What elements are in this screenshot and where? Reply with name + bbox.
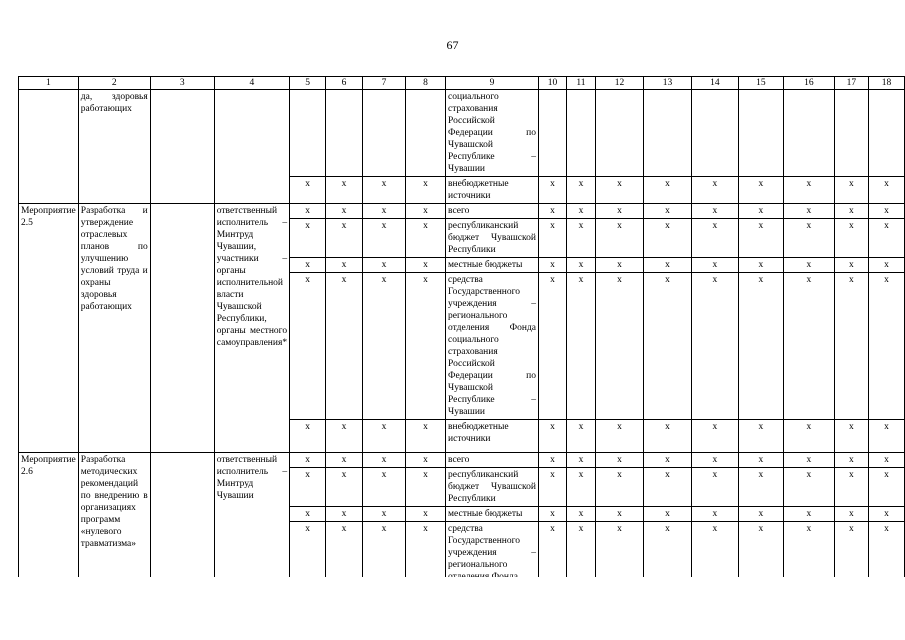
x-mark: x (834, 273, 868, 420)
x-mark: x (539, 177, 567, 204)
x-mark: x (691, 468, 738, 507)
x-mark: x (691, 177, 738, 204)
x-mark: x (691, 420, 738, 453)
x-mark: x (566, 522, 595, 585)
empty-cell (150, 90, 214, 204)
x-mark: x (595, 453, 643, 468)
x-mark: x (363, 522, 406, 585)
col-header: 14 (691, 77, 738, 90)
table-row (19, 204, 905, 219)
x-mark: x (363, 273, 406, 420)
x-mark: x (783, 507, 834, 522)
x-mark: x (595, 177, 643, 204)
x-mark: x (595, 204, 643, 219)
x-mark: x (566, 219, 595, 258)
x-mark: x (868, 204, 904, 219)
col-header: 11 (566, 77, 595, 90)
x-mark: x (290, 177, 326, 204)
x-mark: x (326, 468, 363, 507)
x-mark: x (738, 468, 783, 507)
x-mark: x (783, 420, 834, 453)
x-mark: x (539, 468, 567, 507)
x-mark: x (326, 522, 363, 585)
x-mark: x (595, 522, 643, 585)
x-mark: x (566, 453, 595, 468)
x-mark: x (406, 273, 446, 420)
x-mark: x (595, 258, 643, 273)
table-row (19, 90, 905, 177)
source-cell: местные бюджеты (446, 507, 539, 522)
x-mark: x (539, 258, 567, 273)
source-cell: всего (446, 453, 539, 468)
x-mark: x (643, 453, 691, 468)
x-mark: x (691, 219, 738, 258)
x-mark: x (738, 204, 783, 219)
x-mark: x (868, 273, 904, 420)
x-mark: x (326, 507, 363, 522)
x-mark: x (643, 204, 691, 219)
x-mark: x (406, 258, 446, 273)
x-mark: x (691, 204, 738, 219)
source-cell: внебюджетные источники (446, 177, 539, 204)
source-cell: средства Государственного учреждения – регионального (446, 522, 539, 585)
empty-cell (643, 90, 691, 177)
col-header: 10 (539, 77, 567, 90)
x-mark: x (363, 219, 406, 258)
empty-cell (539, 90, 567, 177)
x-mark: x (738, 522, 783, 585)
x-mark: x (290, 273, 326, 420)
x-mark: x (290, 453, 326, 468)
x-mark: x (691, 507, 738, 522)
x-mark: x (566, 507, 595, 522)
empty-cell (406, 90, 446, 177)
x-mark: x (566, 204, 595, 219)
x-mark: x (539, 507, 567, 522)
x-mark: x (363, 507, 406, 522)
empty-cell (150, 204, 214, 453)
x-mark: x (290, 204, 326, 219)
x-mark: x (868, 420, 904, 453)
x-mark: x (834, 177, 868, 204)
x-mark: x (539, 204, 567, 219)
x-mark: x (643, 468, 691, 507)
x-mark: x (738, 453, 783, 468)
x-mark: x (738, 420, 783, 453)
x-mark: x (834, 468, 868, 507)
x-mark: x (595, 219, 643, 258)
col-header: 6 (326, 77, 363, 90)
x-mark: x (566, 177, 595, 204)
x-mark: x (326, 273, 363, 420)
x-mark: x (834, 522, 868, 585)
source-cell: местные бюджеты (446, 258, 539, 273)
x-mark: x (595, 507, 643, 522)
x-mark: x (868, 219, 904, 258)
x-mark: x (406, 453, 446, 468)
x-mark: x (643, 420, 691, 453)
x-mark: x (868, 258, 904, 273)
x-mark: x (406, 522, 446, 585)
empty-cell (691, 90, 738, 177)
x-mark: x (738, 177, 783, 204)
activity-code: Мероприятие 2.5 (19, 204, 79, 453)
x-mark: x (691, 522, 738, 585)
x-mark: x (783, 273, 834, 420)
page-number: 67 (446, 38, 459, 52)
x-mark: x (643, 177, 691, 204)
x-mark: x (363, 453, 406, 468)
empty-cell (595, 90, 643, 177)
table-row (19, 453, 905, 468)
activity-name: Разработка методических рекомендаций по внедрению в организациях программ «нулевого травматизма» (78, 453, 150, 585)
col-header: 3 (150, 77, 214, 90)
x-mark: x (290, 522, 326, 585)
col-header: 5 (290, 77, 326, 90)
x-mark: x (290, 420, 326, 453)
source-cell: всего (446, 204, 539, 219)
x-mark: x (868, 177, 904, 204)
x-mark: x (363, 177, 406, 204)
x-mark: x (738, 219, 783, 258)
col-header: 1 (19, 77, 79, 90)
x-mark: x (783, 204, 834, 219)
source-cell: республиканский бюджет Чувашской Республики (446, 468, 539, 507)
code-cell (19, 90, 79, 204)
x-mark: x (834, 204, 868, 219)
empty-cell (868, 90, 904, 177)
x-mark: x (326, 219, 363, 258)
x-mark: x (363, 204, 406, 219)
source-cell: социального страхования Российской Федерации по Чувашской Республике – Чувашии (446, 90, 539, 177)
empty-cell (738, 90, 783, 177)
x-mark: x (783, 453, 834, 468)
empty-cell (363, 90, 406, 177)
x-mark: x (691, 273, 738, 420)
x-mark: x (539, 219, 567, 258)
col-header: 13 (643, 77, 691, 90)
source-cell: средства Государственного учреждения – регионального отделения Фонда социального страхования Российской Федерации по Чувашской Республике – Чувашии (446, 273, 539, 420)
x-mark: x (406, 219, 446, 258)
empty-cell (834, 90, 868, 177)
x-mark: x (643, 522, 691, 585)
responsible-cell (214, 90, 289, 204)
col-header: 2 (78, 77, 150, 90)
x-mark: x (834, 507, 868, 522)
col-header: 17 (834, 77, 868, 90)
x-mark: x (738, 258, 783, 273)
x-mark: x (834, 420, 868, 453)
empty-cell (150, 453, 214, 585)
x-mark: x (834, 453, 868, 468)
x-mark: x (643, 507, 691, 522)
activity-code: Мероприятие 2.6 (19, 453, 79, 585)
x-mark: x (539, 453, 567, 468)
x-mark: x (406, 177, 446, 204)
responsible-cell: ответственный исполнитель – Минтруд Чувашии, участники – органы исполнительной власти Чувашской Республики, органы местного самоуправления* (214, 204, 289, 453)
empty-cell (290, 90, 326, 177)
x-mark: x (290, 258, 326, 273)
x-mark: x (868, 453, 904, 468)
x-mark: x (363, 420, 406, 453)
x-mark: x (643, 273, 691, 420)
col-header: 9 (446, 77, 539, 90)
x-mark: x (363, 468, 406, 507)
x-mark: x (834, 258, 868, 273)
x-mark: x (539, 522, 567, 585)
x-mark: x (290, 468, 326, 507)
x-mark: x (566, 273, 595, 420)
empty-cell (783, 90, 834, 177)
x-mark: x (326, 177, 363, 204)
col-header: 18 (868, 77, 904, 90)
x-mark: x (691, 258, 738, 273)
x-mark: x (783, 258, 834, 273)
x-mark: x (691, 453, 738, 468)
x-mark: x (566, 468, 595, 507)
x-mark: x (738, 507, 783, 522)
source-cell: республиканский бюджет Чувашской Республики (446, 219, 539, 258)
x-mark: x (868, 507, 904, 522)
x-mark: x (595, 420, 643, 453)
x-mark: x (868, 468, 904, 507)
x-mark: x (595, 468, 643, 507)
x-mark: x (783, 219, 834, 258)
x-mark: x (738, 273, 783, 420)
col-header: 12 (595, 77, 643, 90)
x-mark: x (868, 522, 904, 585)
x-mark: x (783, 522, 834, 585)
x-mark: x (406, 468, 446, 507)
x-mark: x (326, 453, 363, 468)
empty-cell (566, 90, 595, 177)
x-mark: x (539, 273, 567, 420)
x-mark: x (566, 258, 595, 273)
x-mark: x (406, 507, 446, 522)
col-header: 16 (783, 77, 834, 90)
x-mark: x (326, 420, 363, 453)
col-header: 8 (406, 77, 446, 90)
x-mark: x (783, 468, 834, 507)
x-mark: x (566, 420, 595, 453)
x-mark: x (406, 420, 446, 453)
x-mark: x (595, 273, 643, 420)
header-row (19, 77, 905, 90)
x-mark: x (539, 420, 567, 453)
x-mark: x (643, 219, 691, 258)
col-header: 7 (363, 77, 406, 90)
x-mark: x (363, 258, 406, 273)
responsible-cell: ответственный исполнитель – Минтруд Чувашии (214, 453, 289, 585)
x-mark: x (834, 219, 868, 258)
budget-table (18, 76, 905, 585)
source-cell: внебюджетные источники (446, 420, 539, 453)
x-mark: x (326, 258, 363, 273)
activity-name: Разработка и утверждение отраслевых планов по улучшению условий труда и охраны здоровья работающих (78, 204, 150, 453)
col-header: 4 (214, 77, 289, 90)
activity-name: да, здоровья работающих (78, 90, 150, 204)
x-mark: x (290, 507, 326, 522)
empty-cell (326, 90, 363, 177)
col-header: 15 (738, 77, 783, 90)
x-mark: x (783, 177, 834, 204)
x-mark: x (643, 258, 691, 273)
x-mark: x (290, 219, 326, 258)
page-bottom-margin (0, 577, 905, 640)
x-mark: x (326, 204, 363, 219)
x-mark: x (406, 204, 446, 219)
